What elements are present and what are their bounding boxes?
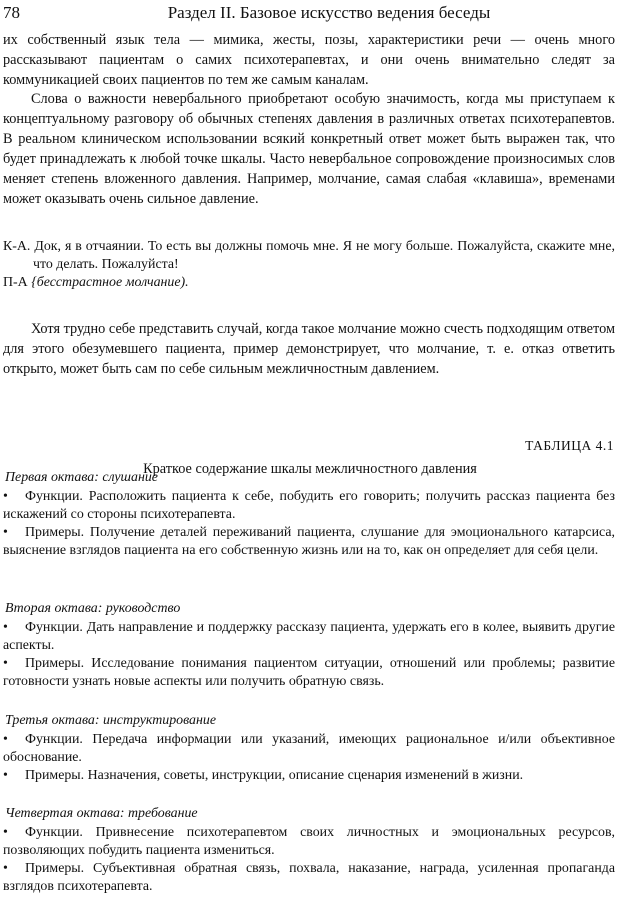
octave-examples-text: Примеры. Исследование понимания пациентом ситуации, отношений или проблемы; развитие готовности узнать новые аспекты или получить обратную связь. xyxy=(3,656,615,689)
octave-second xyxy=(3,600,615,691)
bullet-icon: • xyxy=(3,825,8,840)
bullet-icon: • xyxy=(3,768,8,783)
octave-examples-text: Примеры. Получение деталей переживаний пациента, слушание для эмоционального катарсиса, выяснение взглядов пациента на его собственную жизнь или на то, как он определяет для себя цели. xyxy=(3,525,615,558)
octave-heading: Вторая октава: руководство xyxy=(5,601,181,616)
bullet-icon: • xyxy=(3,489,8,504)
bullet-icon: • xyxy=(3,656,8,671)
octave-functions-text: Функции. Расположить пациента к себе, побудить его говорить; получить рассказ пациента без искажений со стороны психотерапевта. xyxy=(3,489,615,522)
dialog-text-therapist: {бесстрастное молчание). xyxy=(31,275,189,290)
octave-heading: Первая октава: слушание xyxy=(5,470,158,485)
running-title: Раздел II. Базовое искусство ведения беседы xyxy=(167,3,491,22)
table-title: Краткое содержание шкалы межличностного давления xyxy=(143,461,477,477)
octave-functions xyxy=(3,824,615,860)
paragraph-body-language: их собственный язык тела — мимика, жесты, позы, характеристики речи — очень много рассказывают пациентам о самих психотерапевтах, и они очень внимательно следят за коммуникацией своих пациентов по тем же самым каналам. xyxy=(3,32,615,88)
dialog-text-patient: Док, я в отчаянии. То есть вы должны помочь мне. Я не могу больше. Пожалуйста, скажите мне, что делать. Пожалуйста! xyxy=(33,239,615,272)
paragraph-silence-pressure: Хотя трудно себе представить случай, когда такое молчание можно счесть подходящим ответом для этого обезумевшего пациента, пример демонстрирует, что молчание, т. е. отказ ответить открыто, может быть сам по себе сильным межличностным давлением. xyxy=(3,321,615,377)
octave-examples xyxy=(3,524,615,560)
dialog-speaker-therapist: П-А xyxy=(3,275,28,290)
bullet-icon: • xyxy=(3,732,8,747)
octave-first xyxy=(3,469,615,560)
bullet-icon: • xyxy=(3,525,8,540)
octave-fourth xyxy=(3,805,615,896)
octave-heading: Четвертая октава: требование xyxy=(5,806,198,821)
table-label: ТАБЛИЦА 4.1 xyxy=(525,438,614,453)
bullet-icon: • xyxy=(3,861,8,876)
dialog-example xyxy=(3,238,615,292)
octave-functions-text: Функции. Дать направление и поддержку рассказу пациента, удержать его в колее, выявить другие аспекты. xyxy=(3,620,615,653)
octave-functions xyxy=(3,488,615,524)
page-header xyxy=(3,3,615,27)
octave-examples-text: Примеры. Субъективная обратная связь, похвала, наказание, награда, усиленная пропаганда взглядов психотерапевта. xyxy=(3,861,615,894)
dialog-line-patient xyxy=(3,238,615,274)
octave-functions xyxy=(3,619,615,655)
paragraph-nonverbal-importance: Слова о важности невербального приобретают особую значимость, когда мы приступаем к концептуальному разговору об обычных степенях давления в различных ответах психотерапевтов. В реальном клиническом использовании всякий конкретный ответ может быть выражен так, что будет принадлежать к любой точке шкалы. Часто невербальное сопровождение произносимых слов меняет степень вложенного давления. Например, молчание, самая слабая «клавиша», временами может оказывать очень сильное давление. xyxy=(3,91,615,207)
octave-heading: Третья октава: инструктирование xyxy=(5,713,216,728)
octave-examples-text: Примеры. Назначения, советы, инструкции, описание сценария изменений в жизни. xyxy=(25,768,524,783)
dialog-line-therapist xyxy=(3,274,615,292)
octave-examples xyxy=(3,860,615,896)
bullet-icon: • xyxy=(3,620,8,635)
octave-third xyxy=(3,712,615,785)
octave-functions-text: Функции. Привнесение психотерапевтом своих личностных и эмоциональных ресурсов, позволяющих побудить пациента измениться. xyxy=(3,825,615,858)
octave-functions-text: Функции. Передача информации или указаний, имеющих рациональное и/или объективное обоснование. xyxy=(3,732,615,765)
octave-functions xyxy=(3,731,615,767)
octave-examples xyxy=(3,767,615,785)
octave-examples xyxy=(3,655,615,691)
dialog-speaker-patient: К-А. xyxy=(3,239,31,254)
page-number: 78 xyxy=(3,3,20,22)
